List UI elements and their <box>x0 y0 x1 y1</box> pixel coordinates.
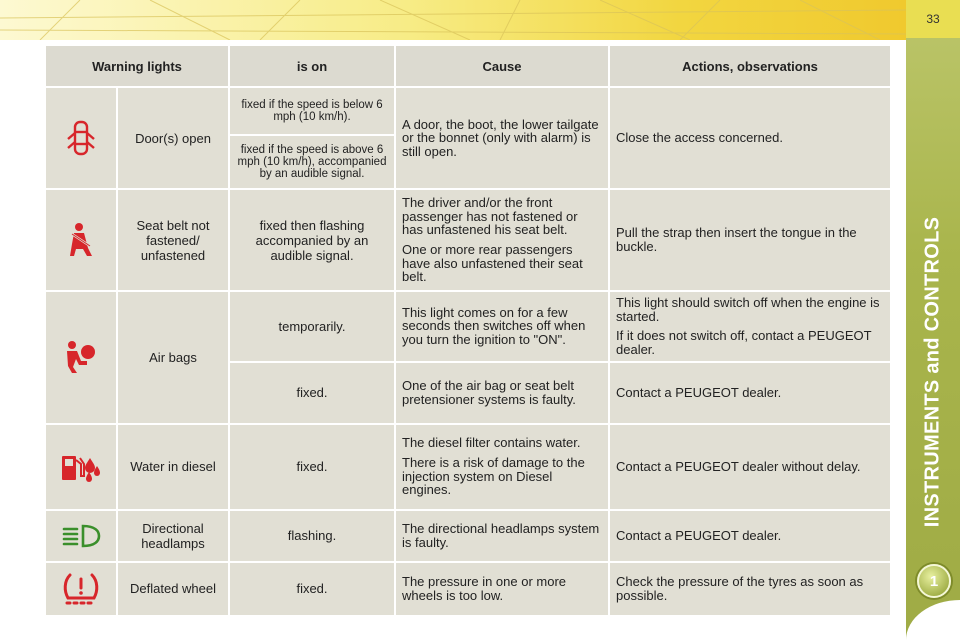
seat-belt-icon <box>46 190 116 290</box>
row-is-on: fixed then flashing accompanied by an audible signal. <box>230 190 394 290</box>
door-open-icon <box>46 88 116 188</box>
row-is-on: fixed. <box>230 425 394 509</box>
table-row <box>46 563 890 615</box>
airbag-icon <box>46 292 116 423</box>
row-cause: The directional headlamps system is faulty. <box>396 511 608 561</box>
table-row <box>46 511 890 561</box>
row-name: Air bags <box>118 292 228 423</box>
warning-lights-table <box>44 44 892 617</box>
row-cause: The driver and/or the front passenger has not fastened or has unfastened his seat belt. One or more rear passengers have also unfastened their seat belt. <box>396 190 608 290</box>
table-row <box>46 88 890 134</box>
header-decor-lines <box>0 0 906 40</box>
table-row <box>46 425 890 509</box>
row-is-on: fixed. <box>230 363 394 423</box>
header-actions: Actions, observations <box>610 46 890 86</box>
section-title: INSTRUMENTS and CONTROLS <box>921 216 944 528</box>
row-is-on: fixed. <box>230 563 394 615</box>
header-decor-band <box>0 0 906 40</box>
table-row <box>46 190 890 290</box>
row-action: Contact a PEUGEOT dealer without delay. <box>610 425 890 509</box>
water-in-diesel-icon <box>46 425 116 509</box>
deflated-wheel-icon <box>46 563 116 615</box>
row-action: Pull the strap then insert the tongue in the buckle. <box>610 190 890 290</box>
table-row <box>46 292 890 361</box>
row-is-on: temporarily. <box>230 292 394 361</box>
header-cause: Cause <box>396 46 608 86</box>
row-name: Water in diesel <box>118 425 228 509</box>
row-action: Close the access concerned. <box>610 88 890 188</box>
table-header-row <box>46 46 890 86</box>
header-is-on: is on <box>230 46 394 86</box>
row-cause: The pressure in one or more wheels is too low. <box>396 563 608 615</box>
row-action: Check the pressure of the tyres as soon as possible. <box>610 563 890 615</box>
row-name: Directional headlamps <box>118 511 228 561</box>
row-is-on: fixed if the speed is below 6 mph (10 km/h). <box>230 88 394 134</box>
header-warning-lights: Warning lights <box>46 46 228 86</box>
directional-headlamp-icon <box>46 511 116 561</box>
row-is-on: fixed if the speed is above 6 mph (10 km/h), accompanied by an audible signal. <box>230 136 394 188</box>
row-name: Door(s) open <box>118 88 228 188</box>
row-action: Contact a PEUGEOT dealer. <box>610 363 890 423</box>
row-action: This light should switch off when the engine is started. If it does not switch off, contact a PEUGEOT dealer. <box>610 292 890 361</box>
row-is-on: flashing. <box>230 511 394 561</box>
row-action: Contact a PEUGEOT dealer. <box>610 511 890 561</box>
row-name: Seat belt not fastened/ unfastened <box>118 190 228 290</box>
row-cause: A door, the boot, the lower tailgate or the bonnet (only with alarm) is still open. <box>396 88 608 188</box>
row-name: Deflated wheel <box>118 563 228 615</box>
row-cause: The diesel filter contains water. There is a risk of damage to the injection system on Diesel engines. <box>396 425 608 509</box>
row-cause: One of the air bag or seat belt pretensioner systems is faulty. <box>396 363 608 423</box>
chapter-badge: 1 <box>917 564 951 598</box>
page-number: 33 <box>906 0 960 38</box>
row-cause: This light comes on for a few seconds then switches off when you turn the ignition to "ON". <box>396 292 608 361</box>
